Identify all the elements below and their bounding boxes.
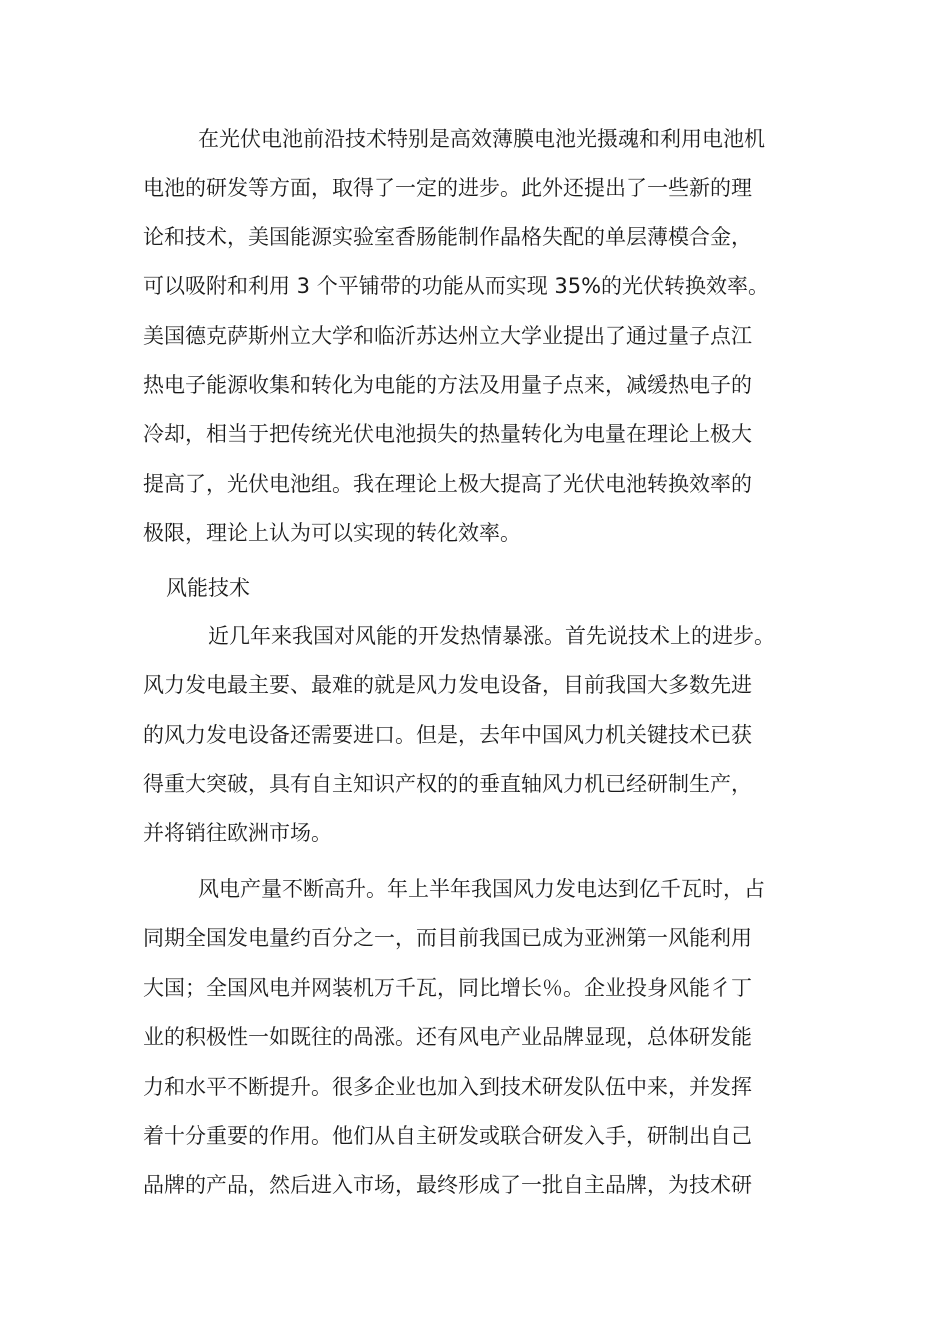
paragraph-3-line-1: 风电产量不断高升。年上半年我国风力发电达到亿千瓦时，占 bbox=[198, 877, 765, 901]
paragraph-1-line-9: 极限，理论上认为可以实现的转化效率。 bbox=[143, 521, 521, 545]
paragraph-2-line-5: 并将销往欧洲市场。 bbox=[143, 821, 332, 845]
paragraph-3-line-4: 业的积极性一如既往的咼涨。还有风电产业品牌显现，总体研发能 bbox=[143, 1025, 752, 1049]
paragraph-3-line-2: 同期全国发电量约百分之一，而目前我国已成为亚洲第一风能利用 bbox=[143, 926, 752, 950]
paragraph-3-line-5: 力和水平不断提升。很多企业也加入到技术研发队伍中来，并发挥 bbox=[143, 1075, 752, 1099]
paragraph-1-line-3: 论和技术，美国能源实验室香肠能制作晶格失配的单层薄模合金， bbox=[143, 225, 752, 249]
paragraph-3-line-7: 品牌的产品，然后进入市场，最终形成了一批自主品牌，为技术研 bbox=[143, 1173, 752, 1197]
paragraph-3-line-6: 着十分重要的作用。他们从自主研发或联合研发入手，研制出自己 bbox=[143, 1124, 752, 1148]
paragraph-1-line-1: 在光伏电池前沿技术特别是高效薄膜电池光摄魂和利用电池机 bbox=[198, 127, 765, 151]
paragraph-1-line-8: 提高了，光伏电池组。我在理论上极大提高了光伏电池转换效率的 bbox=[143, 472, 752, 496]
paragraph-3-line-3: 大国；全国风电并网装机万千瓦，同比增长％。企业投身风能彳丁 bbox=[143, 976, 752, 1000]
paragraph-1-line-6: 热电子能源收集和转化为电能的方法及用量子点来，减缓热电子的 bbox=[143, 373, 752, 397]
paragraph-1-line-5: 美国德克萨斯州立大学和临沂苏达州立大学业提出了通过量子点江 bbox=[143, 324, 752, 348]
paragraph-2-line-2: 风力发电最主要、最难的就是风力发电设备，目前我国大多数先进 bbox=[143, 673, 752, 697]
paragraph-2-line-1: 近几年来我国对风能的开发热情暴涨。首先说技术上的进步。 bbox=[208, 624, 775, 648]
paragraph-1-line-4: 可以吸附和利用 3 个平铺带的功能从而实现 35%的光伏转换效率。 bbox=[143, 274, 770, 298]
section-heading: 风能技术 bbox=[166, 576, 250, 600]
paragraph-1-line-7: 冷却，相当于把传统光伏电池损失的热量转化为电量在理论上极大 bbox=[143, 422, 752, 446]
paragraph-1-line-2: 电池的研发等方面，取得了一定的进步。此外还提出了一些新的理 bbox=[143, 176, 752, 200]
paragraph-2-line-3: 的风力发电设备还需要进口。但是，去年中国风力机关键技术已获 bbox=[143, 723, 752, 747]
paragraph-2-line-4: 得重大突破，具有自主知识产权的的垂直轴风力机已经研制生产， bbox=[143, 772, 752, 796]
